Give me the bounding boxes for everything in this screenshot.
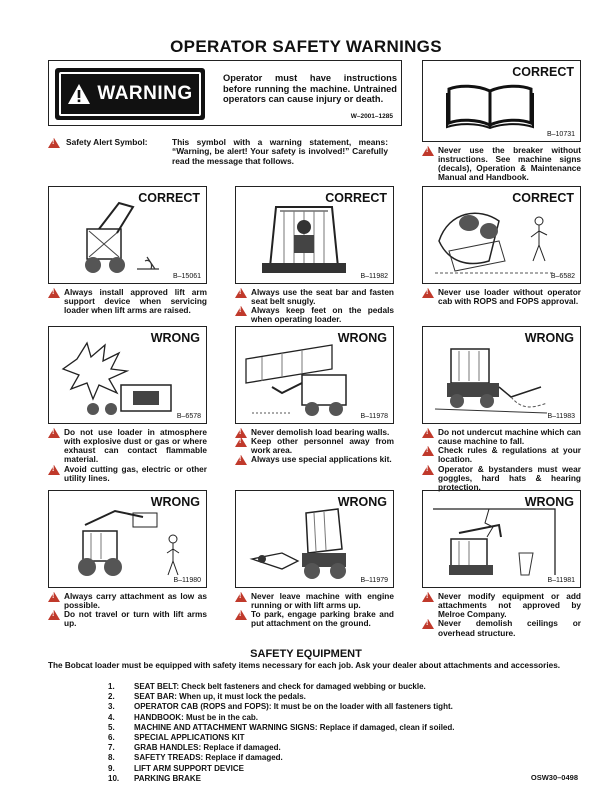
alert-triangle-icon: [235, 437, 247, 447]
panel-label: CORRECT: [138, 191, 200, 205]
alert-triangle-icon: [422, 619, 434, 629]
alert-triangle-icon: [235, 592, 247, 602]
alert-triangle-icon: [235, 306, 247, 316]
panel-label: WRONG: [337, 495, 387, 509]
panel-load-bearing-walls: [235, 326, 394, 424]
figure-number: B–11979: [360, 577, 388, 584]
figure-number: B–10731: [546, 131, 575, 138]
panel-label: CORRECT: [325, 191, 387, 205]
alert-triangle-icon: [48, 610, 60, 620]
list-item: 3. OPERATOR CAB (ROPS and FOPS): It must be on the loader with all fasteners tight.: [108, 702, 453, 712]
caption-walls: ! Never demolish load bearing walls. ! Keep other personnel away from work area. ! Always use special applications kit.: [235, 428, 394, 465]
list-item: 5. MACHINE AND ATTACHMENT WARNING SIGNS: Replace if damaged, clean if soiled.: [108, 722, 455, 732]
safety-alert-label: Safety Alert Symbol:: [66, 137, 148, 147]
panel-label: WRONG: [524, 495, 574, 509]
alert-triangle-icon: [422, 465, 434, 475]
alert-triangle-icon: [48, 288, 60, 298]
caption-modify: ! Never modify equipment or add attachments not approved by Melroe Company. ! Never demolish ceilings or overhead structure.: [422, 592, 581, 638]
list-item: 9. LIFT ARM SUPPORT DEVICE: [108, 763, 244, 773]
list-item: 10. PARKING BRAKE: [108, 773, 201, 783]
alert-triangle-icon: [48, 138, 60, 148]
alert-triangle-icon: [48, 465, 60, 475]
warning-code: W–2001–1285: [350, 113, 393, 120]
caption-leave: ! Never leave machine with engine running or with lift arms up. ! To park, engage parking brake and put attachment on the ground.: [235, 592, 394, 629]
page-title: OPERATOR SAFETY WARNINGS: [170, 37, 442, 56]
panel-seat-bar: [235, 186, 394, 284]
figure-number: B–11980: [173, 577, 201, 584]
panel-explosive-atmosphere: [48, 326, 207, 424]
panel-rops-fops: [422, 186, 581, 284]
safety-equipment-intro: The Bobcat loader must be equipped with safety items necessary for each job. Ask your dealer about attachments and accessories.: [48, 661, 561, 670]
panel-book: [422, 60, 581, 142]
demolition-illustration: [242, 339, 372, 419]
figure-number: B–15061: [172, 273, 201, 280]
caption-seat-bar: ! Always use the seat bar and fasten seat belt snugly. ! Always keep feet on the pedals when operating loader.: [235, 288, 394, 325]
caption-book: ! Never use the breaker without instructions. See machine signs (decals), Operation & Maintenance Manual and Handbook.: [422, 146, 581, 183]
explosion-illustration: [57, 339, 177, 419]
alert-triangle-icon: [422, 428, 434, 438]
alert-triangle-icon: [422, 446, 434, 456]
safety-equipment-list: [108, 682, 454, 784]
figure-number: B–11981: [547, 577, 575, 584]
caption-carry: ! Always carry attachment as low as possible. ! Do not travel or turn with lift arms up.: [48, 592, 207, 629]
safety-alert-text: This symbol with a warning statement, means: “Warning, be alert! Your safety is involved!” Carefully read the message that follows.: [172, 137, 388, 166]
alert-triangle-icon: [48, 428, 60, 438]
open-book-icon: [445, 83, 535, 129]
alert-triangle-icon: [235, 288, 247, 298]
rollover-illustration: [429, 201, 559, 281]
list-item: 8. SAFETY TREADS: Replace if damaged.: [108, 753, 283, 763]
warning-panel: [48, 60, 402, 126]
warning-text: Operator must have instructions before running the machine. Untrained operators can cause injury or death.: [223, 73, 397, 104]
alert-triangle-icon: [422, 146, 434, 156]
crushed-person-illustration: [242, 503, 372, 583]
caption-lift-arm: ! Always install approved lift arm support device when servicing loader when lift arms are raised.: [48, 288, 207, 315]
figure-number: B–6578: [176, 413, 201, 420]
panel-label: WRONG: [150, 331, 200, 345]
caption-undercut: ! Do not undercut machine which can cause machine to fall. ! Check rules & regulations at your location. ! Operator & bystanders must wear goggles, hard hats & hearing protection.: [422, 428, 581, 492]
list-item: 4. HANDBOOK: Must be in the cab.: [108, 712, 259, 722]
warning-sign-label: WARNING: [97, 83, 193, 104]
panel-label: CORRECT: [512, 191, 574, 205]
panel-label: WRONG: [524, 331, 574, 345]
warning-sign: [55, 68, 205, 120]
list-item: 1. SEAT BELT: Check belt fasteners and check for damaged webbing or buckle.: [108, 682, 426, 691]
alert-triangle-icon: [235, 455, 247, 465]
figure-number: B–11982: [360, 273, 388, 280]
figure-number: B–6582: [550, 273, 575, 280]
alert-triangle-icon: [422, 288, 434, 298]
panel-leave-machine: [235, 490, 394, 588]
warning-triangle-icon: [67, 83, 91, 105]
list-item: 6. SPECIAL APPLICATIONS KIT: [108, 733, 245, 743]
figure-number: B–11978: [360, 413, 388, 420]
undercut-illustration: [431, 339, 551, 419]
list-item: 7. GRAB HANDLES: Replace if damaged.: [108, 743, 281, 753]
document-id: OSW30–0498: [530, 773, 578, 782]
ceiling-demolition-illustration: [429, 503, 559, 583]
loader-illustration: [59, 199, 169, 279]
panel-undercut: [422, 326, 581, 424]
panel-label: CORRECT: [512, 65, 574, 79]
safety-equipment-title: SAFETY EQUIPMENT: [250, 648, 362, 660]
list-item: 2. SEAT BAR: When up, it must lock the pedals.: [108, 692, 306, 702]
raised-arms-illustration: [55, 503, 185, 583]
figure-number: B–11983: [547, 413, 575, 420]
operator-cab-illustration: [254, 197, 354, 279]
panel-label: WRONG: [150, 495, 200, 509]
alert-triangle-icon: [422, 592, 434, 602]
caption-rops-fops: ! Never use loader without operator cab with ROPS and FOPS approval.: [422, 288, 581, 306]
panel-lift-arm-support: [48, 186, 207, 284]
alert-triangle-icon: [48, 592, 60, 602]
alert-triangle-icon: [235, 610, 247, 620]
panel-modify-equipment: [422, 490, 581, 588]
caption-explosive: ! Do not use loader in atmosphere with explosive dust or gas or where exhaust can contact flammable material. ! Avoid cutting gas, electric or other utility lines.: [48, 428, 207, 483]
panel-carry-attachment: [48, 490, 207, 588]
panel-label: WRONG: [337, 331, 387, 345]
